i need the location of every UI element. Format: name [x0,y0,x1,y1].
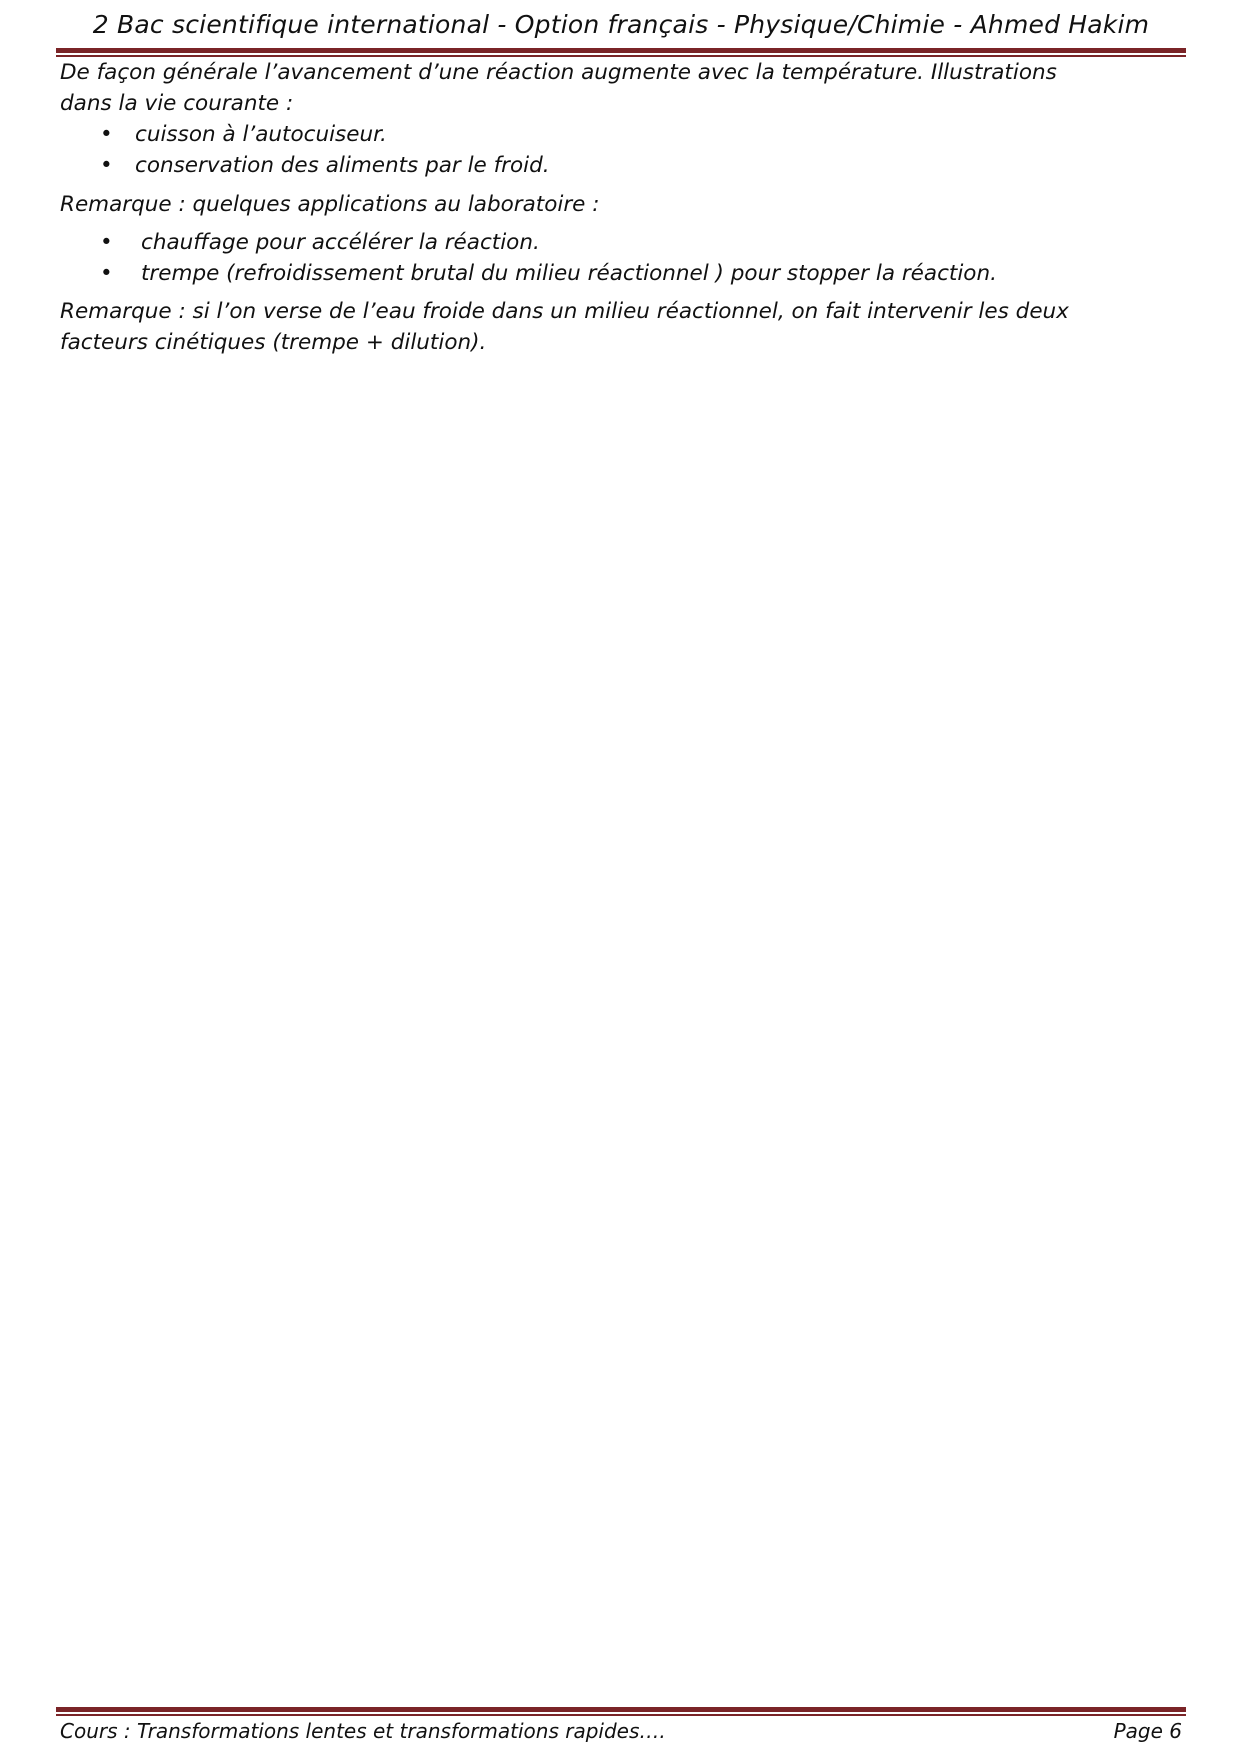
lab-applications-list [60,227,1185,289]
list-item-text: cuisson à l’autocuiseur. [135,122,387,147]
remark-2-line-2: facteurs cinétiques (trempe + dilution). [60,330,487,355]
header-rule [56,48,1186,57]
intro-line-2: dans la vie courante : [60,91,294,116]
list-item [60,119,1185,150]
footer-page-number: Page 6 [1113,1719,1182,1743]
remark-cold-water [60,296,1185,358]
bullet-icon: • [100,122,113,147]
bullet-icon: • [100,153,113,178]
intro-paragraph [60,57,1185,119]
bullet-icon: • [100,261,113,286]
page-content [60,57,1185,358]
footer-rule [56,1707,1186,1716]
remark-2-line-1: Remarque : si l’on verse de l’eau froide dans un milieu réactionnel, on fait intervenir les deux [60,299,1069,324]
bullet-icon: • [100,230,113,255]
list-item-text: conservation des aliments par le froid. [135,153,550,178]
list-item-text: chauffage pour accélérer la réaction. [141,230,540,255]
list-item-text: trempe (refroidissement brutal du milieu réactionnel ) pour stopper la réaction. [141,261,997,286]
daily-examples-list [60,119,1185,181]
list-item [60,258,1185,289]
footer-course-title: Cours : Transformations lentes et transformations rapides…. [60,1719,666,1743]
intro-line-1: De façon générale l’avancement d’une réaction augmente avec la température. Illustrations [60,60,1057,85]
list-item [60,150,1185,181]
page-header-title: 2 Bac scientifique international - Option français - Physique/Chimie - Ahmed Hakim [92,10,1150,39]
remark-lab: Remarque : quelques applications au laboratoire : [60,192,600,217]
list-item [60,227,1185,258]
